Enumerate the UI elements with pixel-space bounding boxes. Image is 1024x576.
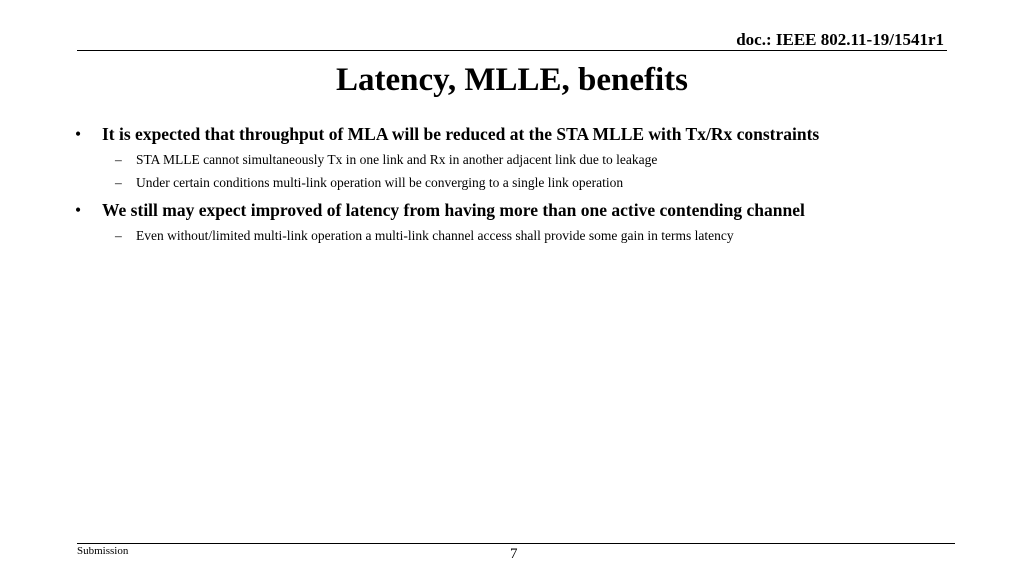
bullet-text: It is expected that throughput of MLA will be reduced at the STA MLLE with Tx/Rx constraints	[102, 124, 820, 144]
bullet-item	[72, 198, 972, 222]
bullet-text: We still may expect improved of latency from having more than one active contending channel	[102, 200, 805, 220]
doc-id-header: doc.: IEEE 802.11-19/1541r1	[736, 30, 944, 49]
slide-body	[72, 122, 972, 247]
sub-bullet-text: Even without/limited multi-link operation a multi-link channel access shall provide some gain in terms latency	[136, 228, 734, 243]
sub-bullet-marker: –	[115, 152, 122, 167]
bullet-item	[72, 122, 972, 146]
sub-bullet-item	[72, 171, 972, 194]
sub-bullet-item	[72, 224, 972, 247]
sub-bullet-text: STA MLLE cannot simultaneously Tx in one link and Rx in another adjacent link due to leakage	[136, 152, 658, 167]
footer-submission-label: Submission	[77, 545, 129, 557]
header-divider	[77, 50, 947, 51]
footer-divider	[77, 543, 955, 544]
sub-bullet-marker: –	[115, 175, 122, 190]
sub-bullet-text: Under certain conditions multi-link operation will be converging to a single link operation	[136, 175, 624, 190]
sub-bullet-item	[72, 148, 972, 171]
page-number: 7	[510, 546, 518, 562]
slide-title: Latency, MLLE, benefits	[336, 62, 688, 98]
bullet-marker: •	[75, 124, 82, 144]
sub-bullet-marker: –	[115, 228, 122, 243]
bullet-marker: •	[75, 200, 82, 220]
